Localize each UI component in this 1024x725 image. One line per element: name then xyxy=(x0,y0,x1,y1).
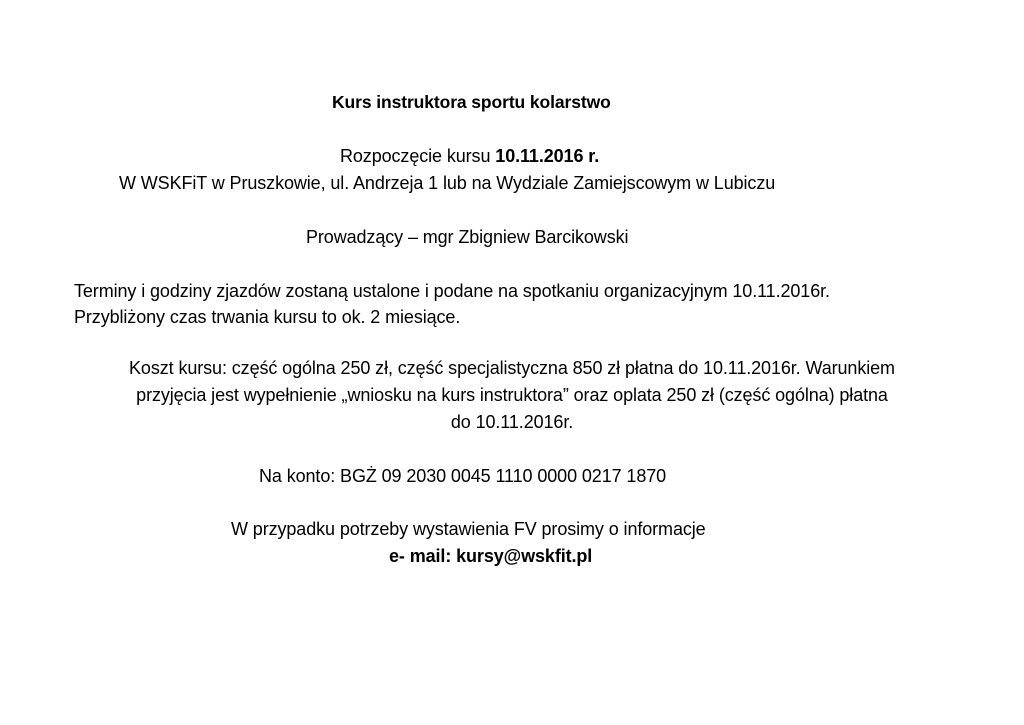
course-title: Kurs instruktora sportu kolarstwo xyxy=(332,92,611,112)
schedule-line-2: Przybliżony czas trwania kursu to ok. 2 miesiące. xyxy=(74,307,461,327)
course-instructor: Prowadzący – mgr Zbigniew Barcikowski xyxy=(306,227,629,247)
cost-line-3: do 10.11.2016r. xyxy=(450,412,574,432)
cost-line-1: Koszt kursu: część ogólna 250 zł, część specjalistyczna 850 zł płatna do 10.11.2016r. Warunkiem xyxy=(129,358,895,378)
contact-email[interactable]: e- mail: kursy@wskfit.pl xyxy=(389,546,593,566)
course-start-label: Rozpoczęcie kursu xyxy=(340,146,496,166)
invoice-note: W przypadku potrzeby wystawienia FV prosimy o informacje xyxy=(231,519,706,539)
cost-line-2: przyjęcia jest wypełnienie „wniosku na kurs instruktora” oraz oplata 250 zł (część ogólna) płatna xyxy=(136,385,888,405)
schedule-line-1: Terminy i godziny zjazdów zostaną ustalone i podane na spotkaniu organizacyjnym 10.11.2016r. xyxy=(74,281,830,301)
course-start xyxy=(340,145,599,167)
bank-account: Na konto: BGŻ 09 2030 0045 1110 0000 0217 1870 xyxy=(259,466,667,486)
course-location: W WSKFiT w Pruszkowie, ul. Andrzeja 1 lub na Wydziale Zamiejscowym w Lubiczu xyxy=(119,173,776,193)
course-start-date: 10.11.2016 r. xyxy=(495,146,600,166)
